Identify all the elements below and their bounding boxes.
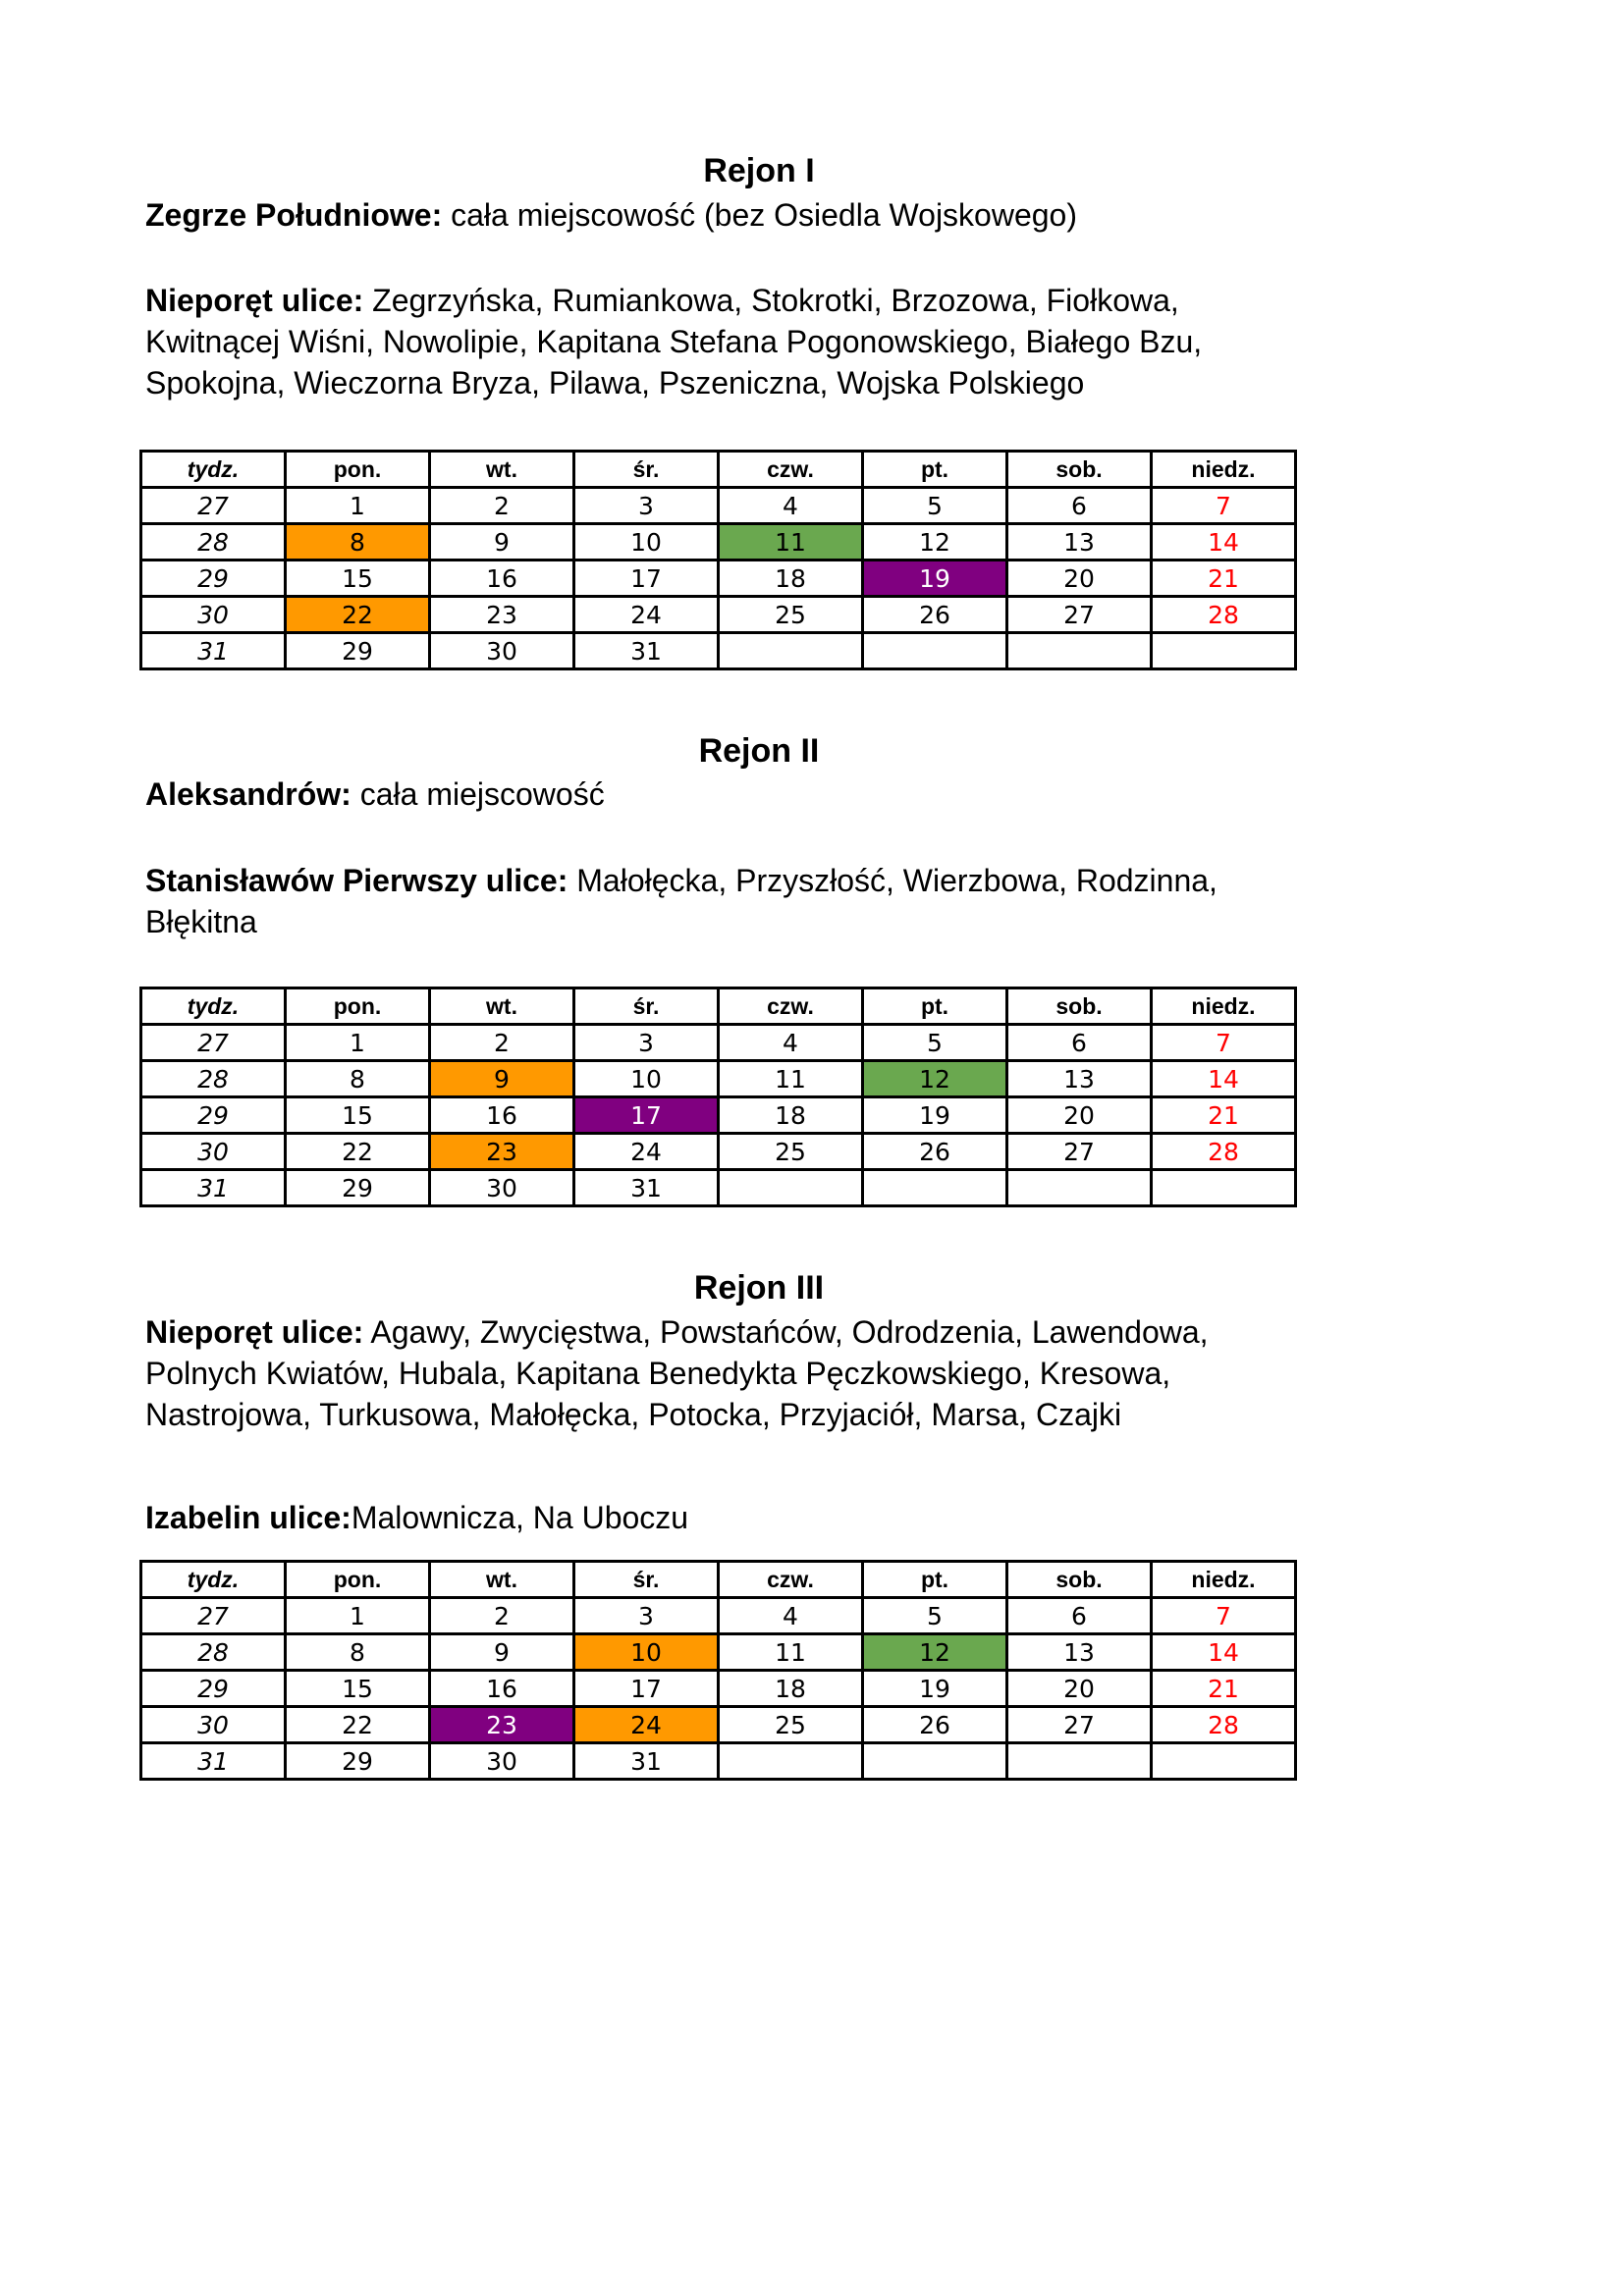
week-number-cell: 28 bbox=[141, 524, 286, 561]
day-cell-orange: 9 bbox=[430, 1061, 574, 1097]
calendar-header-row bbox=[141, 988, 1296, 1025]
calendar-header-cell: sob. bbox=[1007, 1562, 1152, 1598]
day-cell: 17 bbox=[574, 1671, 719, 1707]
day-cell: 25 bbox=[719, 597, 863, 633]
day-cell: 24 bbox=[574, 1134, 719, 1170]
day-cell: 27 bbox=[1007, 597, 1152, 633]
day-cell: 28 bbox=[1152, 1134, 1296, 1170]
day-cell: 2 bbox=[430, 1598, 574, 1634]
calendar-week-row bbox=[141, 561, 1296, 597]
day-cell: 1 bbox=[286, 1025, 430, 1061]
rejon-2-paragraph-1 bbox=[145, 774, 1284, 815]
day-cell: 31 bbox=[574, 1170, 719, 1206]
day-cell: 13 bbox=[1007, 524, 1152, 561]
calendar-header-cell: śr. bbox=[574, 452, 719, 488]
calendar-header-cell: pt. bbox=[863, 452, 1007, 488]
day-cell: 25 bbox=[719, 1707, 863, 1743]
calendar-header-cell: wt. bbox=[430, 988, 574, 1025]
calendar-week-row bbox=[141, 488, 1296, 524]
day-cell: 15 bbox=[286, 1097, 430, 1134]
day-cell: 4 bbox=[719, 1025, 863, 1061]
rejon-3-paragraph-2-text: Malownicza, Na Uboczu bbox=[351, 1500, 689, 1535]
day-cell-orange: 22 bbox=[286, 597, 430, 633]
week-number-cell: 27 bbox=[141, 1598, 286, 1634]
rejon-1-title: Rejon I bbox=[703, 152, 815, 189]
calendar-header-cell: tydz. bbox=[141, 452, 286, 488]
week-number-cell: 30 bbox=[141, 1134, 286, 1170]
rejon-3-paragraph-1-text: Agawy, Zwycięstwa, Powstańców, Odrodzenia, Lawendowa, Polnych Kwiatów, Hubala, Kapitana Benedykta Pęczkowskiego, Kresowa, Nastrojowa, Turkusowa, Małołęcka, Potocka, Przyjaciół, Marsa, Czajki bbox=[145, 1314, 1209, 1432]
calendar-header-cell: pon. bbox=[286, 1562, 430, 1598]
rejon-2-calendar-table bbox=[139, 987, 1297, 1207]
day-cell-purple: 17 bbox=[574, 1097, 719, 1134]
week-number-cell: 27 bbox=[141, 488, 286, 524]
day-cell: 23 bbox=[430, 597, 574, 633]
day-cell: 5 bbox=[863, 1598, 1007, 1634]
calendar-week-row bbox=[141, 1097, 1296, 1134]
day-cell: 1 bbox=[286, 488, 430, 524]
week-number-cell: 31 bbox=[141, 1743, 286, 1780]
day-cell: 13 bbox=[1007, 1061, 1152, 1097]
day-cell: 30 bbox=[430, 1743, 574, 1780]
rejon-3-paragraph-1-label: Nieporęt ulice: bbox=[145, 1314, 364, 1350]
day-cell: 7 bbox=[1152, 488, 1296, 524]
day-cell: 21 bbox=[1152, 1097, 1296, 1134]
day-cell: 15 bbox=[286, 1671, 430, 1707]
rejon-3-paragraph-1 bbox=[145, 1311, 1284, 1435]
calendar-header-cell: niedz. bbox=[1152, 1562, 1296, 1598]
calendar-header-cell: sob. bbox=[1007, 452, 1152, 488]
day-cell bbox=[863, 633, 1007, 669]
day-cell: 8 bbox=[286, 1634, 430, 1671]
calendar-header-cell: niedz. bbox=[1152, 452, 1296, 488]
day-cell: 3 bbox=[574, 488, 719, 524]
day-cell: 10 bbox=[574, 1061, 719, 1097]
week-number-cell: 29 bbox=[141, 561, 286, 597]
day-cell: 29 bbox=[286, 1743, 430, 1780]
week-number-cell: 29 bbox=[141, 1097, 286, 1134]
calendar-header-cell: niedz. bbox=[1152, 988, 1296, 1025]
rejon-1-paragraph-2-text: Zegrzyńska, Rumiankowa, Stokrotki, Brzozowa, Fiołkowa, Kwitnącej Wiśni, Nowolipie, Kapitana Stefana Pogonowskiego, Białego Bzu, Spokojna, Wieczorna Bryza, Pilawa, Pszeniczna, Wojska Polskiego bbox=[145, 283, 1203, 400]
day-cell bbox=[1007, 633, 1152, 669]
day-cell: 16 bbox=[430, 1671, 574, 1707]
day-cell bbox=[719, 1170, 863, 1206]
day-cell bbox=[1007, 1743, 1152, 1780]
day-cell-green: 12 bbox=[863, 1634, 1007, 1671]
week-number-cell: 31 bbox=[141, 633, 286, 669]
day-cell: 29 bbox=[286, 1170, 430, 1206]
day-cell-green: 11 bbox=[719, 524, 863, 561]
calendar-header-cell: czw. bbox=[719, 452, 863, 488]
week-number-cell: 30 bbox=[141, 597, 286, 633]
day-cell: 27 bbox=[1007, 1134, 1152, 1170]
day-cell-orange: 10 bbox=[574, 1634, 719, 1671]
calendar-week-row bbox=[141, 1170, 1296, 1206]
calendar-header-cell: wt. bbox=[430, 1562, 574, 1598]
day-cell: 24 bbox=[574, 597, 719, 633]
rejon-1-calendar-table bbox=[139, 450, 1297, 670]
day-cell: 4 bbox=[719, 1598, 863, 1634]
rejon-2-paragraph-2-text: Małołęcka, Przyszłość, Wierzbowa, Rodzinna, Błękitna bbox=[145, 863, 1217, 939]
calendar-week-row bbox=[141, 1634, 1296, 1671]
calendar-header-row bbox=[141, 452, 1296, 488]
day-cell: 3 bbox=[574, 1598, 719, 1634]
week-number-cell: 29 bbox=[141, 1671, 286, 1707]
day-cell: 29 bbox=[286, 633, 430, 669]
day-cell: 6 bbox=[1007, 1598, 1152, 1634]
calendar-week-row bbox=[141, 1061, 1296, 1097]
day-cell: 17 bbox=[574, 561, 719, 597]
day-cell: 4 bbox=[719, 488, 863, 524]
day-cell bbox=[719, 1743, 863, 1780]
day-cell: 21 bbox=[1152, 1671, 1296, 1707]
calendar-week-row bbox=[141, 597, 1296, 633]
week-number-cell: 28 bbox=[141, 1634, 286, 1671]
calendar-header-row bbox=[141, 1562, 1296, 1598]
day-cell-purple: 23 bbox=[430, 1707, 574, 1743]
day-cell: 22 bbox=[286, 1707, 430, 1743]
day-cell: 18 bbox=[719, 1671, 863, 1707]
rejon-3-paragraph-2-label: Izabelin ulice: bbox=[145, 1500, 352, 1535]
day-cell: 14 bbox=[1152, 1634, 1296, 1671]
calendar-week-row bbox=[141, 1598, 1296, 1634]
calendar-header-cell: śr. bbox=[574, 988, 719, 1025]
day-cell: 25 bbox=[719, 1134, 863, 1170]
calendar-header-cell: śr. bbox=[574, 1562, 719, 1598]
rejon-1-paragraph-1 bbox=[145, 194, 1284, 236]
day-cell-green: 12 bbox=[863, 1061, 1007, 1097]
week-number-cell: 27 bbox=[141, 1025, 286, 1061]
calendar-header-cell: tydz. bbox=[141, 988, 286, 1025]
day-cell: 9 bbox=[430, 524, 574, 561]
week-number-cell: 31 bbox=[141, 1170, 286, 1206]
rejon-1-paragraph-2 bbox=[145, 280, 1284, 403]
day-cell bbox=[863, 1743, 1007, 1780]
calendar-week-row bbox=[141, 1743, 1296, 1780]
day-cell: 18 bbox=[719, 561, 863, 597]
day-cell-orange: 8 bbox=[286, 524, 430, 561]
day-cell bbox=[1152, 1743, 1296, 1780]
day-cell: 20 bbox=[1007, 1097, 1152, 1134]
day-cell: 21 bbox=[1152, 561, 1296, 597]
rejon-2-paragraph-2 bbox=[145, 860, 1284, 942]
day-cell: 8 bbox=[286, 1061, 430, 1097]
day-cell: 31 bbox=[574, 633, 719, 669]
day-cell: 19 bbox=[863, 1671, 1007, 1707]
day-cell: 31 bbox=[574, 1743, 719, 1780]
day-cell bbox=[1152, 1170, 1296, 1206]
day-cell: 30 bbox=[430, 1170, 574, 1206]
calendar-header-cell: pt. bbox=[863, 988, 1007, 1025]
calendar-week-row bbox=[141, 1134, 1296, 1170]
rejon-3-calendar-table bbox=[139, 1560, 1297, 1781]
day-cell: 26 bbox=[863, 1707, 1007, 1743]
day-cell: 22 bbox=[286, 1134, 430, 1170]
rejon-1-paragraph-1-label: Zegrze Południowe: bbox=[145, 197, 443, 233]
day-cell: 27 bbox=[1007, 1707, 1152, 1743]
calendar-week-row bbox=[141, 633, 1296, 669]
day-cell: 3 bbox=[574, 1025, 719, 1061]
day-cell bbox=[719, 633, 863, 669]
day-cell: 26 bbox=[863, 597, 1007, 633]
day-cell: 19 bbox=[863, 1097, 1007, 1134]
day-cell bbox=[1152, 633, 1296, 669]
day-cell: 11 bbox=[719, 1061, 863, 1097]
calendar-header-cell: czw. bbox=[719, 988, 863, 1025]
rejon-2-title: Rejon II bbox=[698, 732, 820, 770]
day-cell: 1 bbox=[286, 1598, 430, 1634]
calendar-week-row bbox=[141, 1707, 1296, 1743]
day-cell: 6 bbox=[1007, 488, 1152, 524]
calendar-week-row bbox=[141, 1025, 1296, 1061]
calendar-header-cell: pon. bbox=[286, 988, 430, 1025]
calendar-week-row bbox=[141, 524, 1296, 561]
day-cell: 20 bbox=[1007, 1671, 1152, 1707]
day-cell: 13 bbox=[1007, 1634, 1152, 1671]
week-number-cell: 30 bbox=[141, 1707, 286, 1743]
day-cell: 14 bbox=[1152, 1061, 1296, 1097]
day-cell: 30 bbox=[430, 633, 574, 669]
day-cell bbox=[1007, 1170, 1152, 1206]
day-cell: 15 bbox=[286, 561, 430, 597]
rejon-2-paragraph-1-text: cała miejscowość bbox=[351, 776, 605, 812]
calendar-header-cell: czw. bbox=[719, 1562, 863, 1598]
calendar-week-row bbox=[141, 1671, 1296, 1707]
rejon-3-title: Rejon III bbox=[693, 1269, 825, 1307]
rejon-1-paragraph-2-label: Nieporęt ulice: bbox=[145, 283, 364, 318]
day-cell-orange: 24 bbox=[574, 1707, 719, 1743]
day-cell: 12 bbox=[863, 524, 1007, 561]
day-cell: 7 bbox=[1152, 1598, 1296, 1634]
day-cell: 18 bbox=[719, 1097, 863, 1134]
day-cell: 20 bbox=[1007, 561, 1152, 597]
rejon-3-paragraph-2 bbox=[145, 1497, 1284, 1538]
day-cell: 16 bbox=[430, 1097, 574, 1134]
day-cell: 10 bbox=[574, 524, 719, 561]
day-cell: 14 bbox=[1152, 524, 1296, 561]
week-number-cell: 28 bbox=[141, 1061, 286, 1097]
rejon-1-paragraph-1-text: cała miejscowość (bez Osiedla Wojskowego) bbox=[442, 197, 1077, 233]
day-cell: 28 bbox=[1152, 597, 1296, 633]
day-cell: 9 bbox=[430, 1634, 574, 1671]
day-cell: 5 bbox=[863, 1025, 1007, 1061]
day-cell: 26 bbox=[863, 1134, 1007, 1170]
calendar-header-cell: pt. bbox=[863, 1562, 1007, 1598]
calendar-header-cell: pon. bbox=[286, 452, 430, 488]
day-cell: 6 bbox=[1007, 1025, 1152, 1061]
rejon-2-paragraph-2-label: Stanisławów Pierwszy ulice: bbox=[145, 863, 568, 898]
day-cell: 28 bbox=[1152, 1707, 1296, 1743]
day-cell: 2 bbox=[430, 1025, 574, 1061]
day-cell: 16 bbox=[430, 561, 574, 597]
calendar-header-cell: sob. bbox=[1007, 988, 1152, 1025]
calendar-header-cell: wt. bbox=[430, 452, 574, 488]
rejon-2-paragraph-1-label: Aleksandrów: bbox=[145, 776, 352, 812]
day-cell: 11 bbox=[719, 1634, 863, 1671]
day-cell-orange: 23 bbox=[430, 1134, 574, 1170]
day-cell: 2 bbox=[430, 488, 574, 524]
day-cell-purple: 19 bbox=[863, 561, 1007, 597]
day-cell bbox=[863, 1170, 1007, 1206]
day-cell: 5 bbox=[863, 488, 1007, 524]
calendar-header-cell: tydz. bbox=[141, 1562, 286, 1598]
day-cell: 7 bbox=[1152, 1025, 1296, 1061]
